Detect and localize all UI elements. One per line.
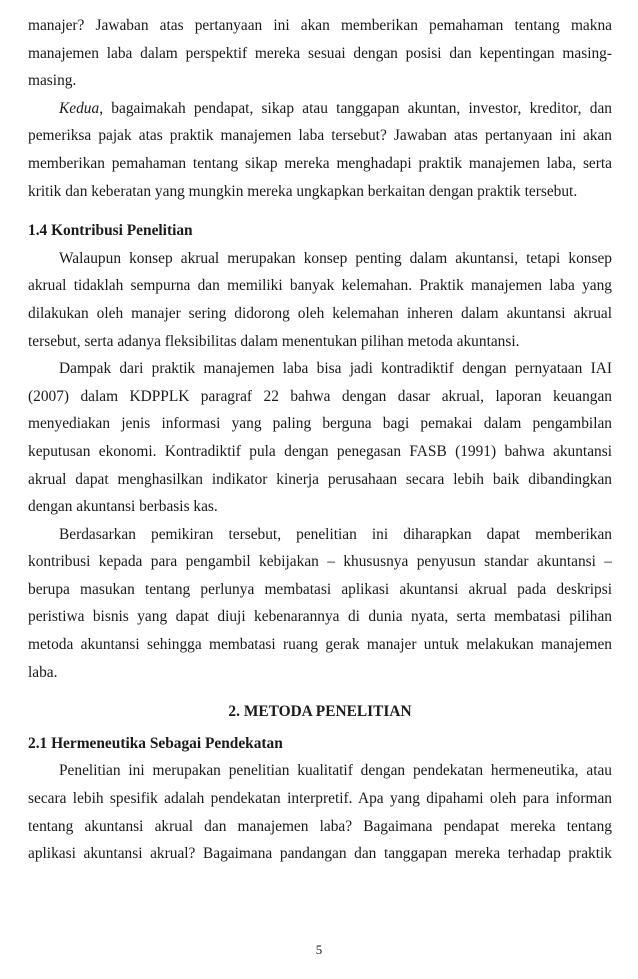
text-line: berupa masukan tentang perlunya membatasi aplikasi akuntansi akrual pada deskripsi [28, 580, 612, 598]
text-line: peristiwa bisnis yang dapat diuji kebenarannya di dunia nyata, serta membatasi pilihan [28, 608, 612, 626]
text-line: manajemen laba dalam perspektif mereka sesuai dengan posisi dan kepentingan masing- [28, 44, 612, 62]
text-line: metoda akuntansi sehingga membatasi ruang gerak manajer untuk melakukan manajemen [28, 636, 612, 654]
italic-word: Kedua [59, 99, 100, 117]
text-line: akrual tidaklah sempurna dan memiliki banyak kelemahan. Praktik manajemen laba yang [28, 277, 612, 295]
paragraph-dampak [28, 355, 612, 521]
section-heading: 2. METODA PENELITIAN [228, 703, 412, 721]
text-line: laba. [28, 663, 58, 681]
text-span: , bagaimakah pendapat, sikap atau tanggapan akuntan, investor, kreditor, dan [99, 99, 612, 117]
text-line: Berdasarkan pemikiran tersebut, penelitian ini diharapkan dapat memberikan [59, 525, 612, 543]
paragraph-intro [28, 12, 612, 95]
text-line: memberikan pemahaman tentang sikap mereka menghadapi praktik manajemen laba, serta [28, 154, 612, 172]
page-number: 5 [315, 942, 323, 957]
text-line: tersebut, serta adanya fleksibilitas dalam menentukan pilihan metoda akuntansi. [28, 332, 520, 350]
text-line: manajer? Jawaban atas pertanyaan ini akan memberikan pemahaman tentang makna [28, 17, 612, 34]
paragraph-berdasarkan [28, 521, 612, 687]
text-line: keputusan ekonomi. Kontradiktif pula dengan penegasan FASB (1991) bahwa akuntansi [28, 442, 612, 460]
subsection-heading: 1.4 Kontribusi Penelitian [28, 222, 193, 240]
text-line: masing. [28, 72, 77, 90]
paragraph-kedua [28, 95, 612, 205]
text-line: tentang akuntansi akrual dan manajemen laba? Bagaimana pendapat mereka tentang [28, 817, 612, 835]
paragraph-penelitian [28, 757, 612, 867]
text-line: aplikasi akuntansi akrual? Bagaimana pandangan dan tanggapan mereka terhadap praktik [28, 845, 612, 863]
text-line: akrual dapat menghasilkan indikator kinerja perusahaan secara lebih baik dibandingkan [28, 470, 612, 488]
text-line [28, 95, 612, 123]
paragraph-walaupun [28, 245, 612, 355]
text-line: dengan akuntansi berbasis kas. [28, 498, 218, 516]
text-line: dilakukan oleh manajer sering didorong oleh kelemahan inheren dalam akuntansi akrual [28, 304, 612, 322]
text-line: pemeriksa pajak atas praktik manajemen laba tersebut? Jawaban atas pertanyaan ini akan [28, 127, 612, 145]
text-line: kritik dan keberatan yang mungkin mereka ungkapkan berkaitan dengan praktik tersebut. [28, 182, 578, 200]
text-line: Penelitian ini merupakan penelitian kualitatif dengan pendekatan hermeneutika, atau [59, 762, 612, 780]
text-line: kontribusi kepada para pengambil kebijakan – khususnya penyusun standar akuntansi – [28, 553, 612, 571]
text-line: Dampak dari praktik manajemen laba bisa jadi kontradiktif dengan pernyataan IAI [59, 360, 612, 378]
text-line: (2007) dalam KDPPLK paragraf 22 bahwa dengan dasar akrual, laporan keuangan [28, 387, 612, 405]
document-page [28, 12, 612, 868]
subsection-heading: 2.1 Hermeneutika Sebagai Pendekatan [28, 734, 283, 752]
text-line: secara lebih spesifik adalah pendekatan interpretif. Apa yang dipahami oleh para informan [28, 790, 612, 808]
text-line: menyediakan jenis informasi yang paling berguna bagi pemakai dalam pengambilan [28, 415, 612, 433]
text-line: Walaupun konsep akrual merupakan konsep penting dalam akuntansi, tetapi konsep [59, 249, 612, 267]
